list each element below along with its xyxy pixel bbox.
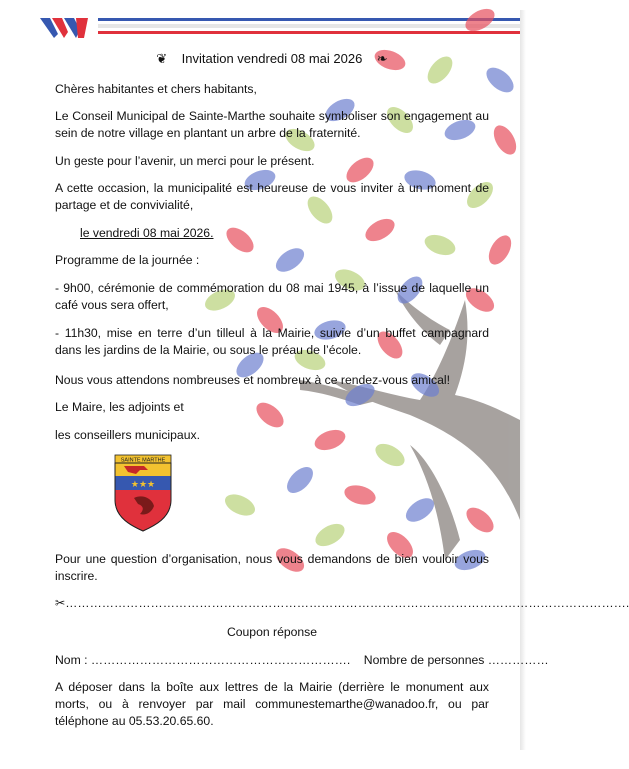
page-title: Invitation vendredi 08 mai 2026 bbox=[181, 51, 363, 66]
organisation-paragraph: Pour une question d’organisation, nous vous demandons de bien vouloir vous inscrire. bbox=[55, 552, 489, 583]
greeting: Chères habitantes et chers habitants, bbox=[55, 82, 257, 96]
title-line bbox=[55, 50, 489, 67]
intro-paragraph: Le Conseil Municipal de Sainte-Marthe souhaite symboliser son engagement au sein de notre village en plantant un arbre de la fraternité. bbox=[55, 109, 489, 140]
instructions-paragraph: A déposer dans la boîte aux lettres de la Mairie (derrière le monument aux morts, ou à renvoyer par mail communestemarthe@wanadoo.fr, ou par téléphone au 05.53.20.65.60. bbox=[55, 680, 489, 728]
date-line: le vendredi 08 mai 2026. bbox=[80, 226, 214, 240]
occasion-paragraph: A cette occasion, la municipalité est heureuse de vous inviter à un moment de partage et de convivialité, bbox=[55, 181, 489, 212]
coupon-fields bbox=[55, 652, 549, 669]
flower-ornament-icon: ❦ bbox=[156, 51, 168, 66]
gesture-line: Un geste pour l’avenir, un merci pour le présent. bbox=[55, 154, 315, 168]
flower-ornament-icon: ❧ bbox=[376, 51, 388, 66]
scissors-icon: ✂ bbox=[55, 596, 66, 610]
signature-line: Le Maire, les adjoints et bbox=[55, 400, 184, 414]
coupon-title: Coupon réponse bbox=[226, 625, 318, 639]
signature-line: les conseillers municipaux. bbox=[55, 428, 200, 442]
programme-item: - 11h30, mise en terre d’un tilleul à la Mairie, suivie d’un buffet campagnard dans les jardins de la Mairie, ou sous le préau de l’école. bbox=[55, 326, 489, 357]
cut-line: ✂…………………………………………………………………………………………………………………………. bbox=[55, 596, 629, 610]
coupon-people-field: Nombre de personnes …………… bbox=[363, 653, 549, 667]
programme-item: - 9h00, cérémonie de commémoration du 08 mai 1945, à l’issue de laquelle un café vous sera offert, bbox=[55, 281, 489, 312]
coupon-name-field: Nom : ………………………………………………………. bbox=[55, 653, 351, 667]
svg-text:★★★: ★★★ bbox=[130, 480, 156, 490]
programme-heading: Programme de la journée : bbox=[55, 253, 200, 267]
coat-of-arms bbox=[114, 454, 172, 532]
crest-motto: SAINTE MARTHE bbox=[120, 457, 166, 464]
closing-line: Nous vous attendons nombreuses et nombreux à ce rendez-vous amical! bbox=[55, 373, 450, 387]
